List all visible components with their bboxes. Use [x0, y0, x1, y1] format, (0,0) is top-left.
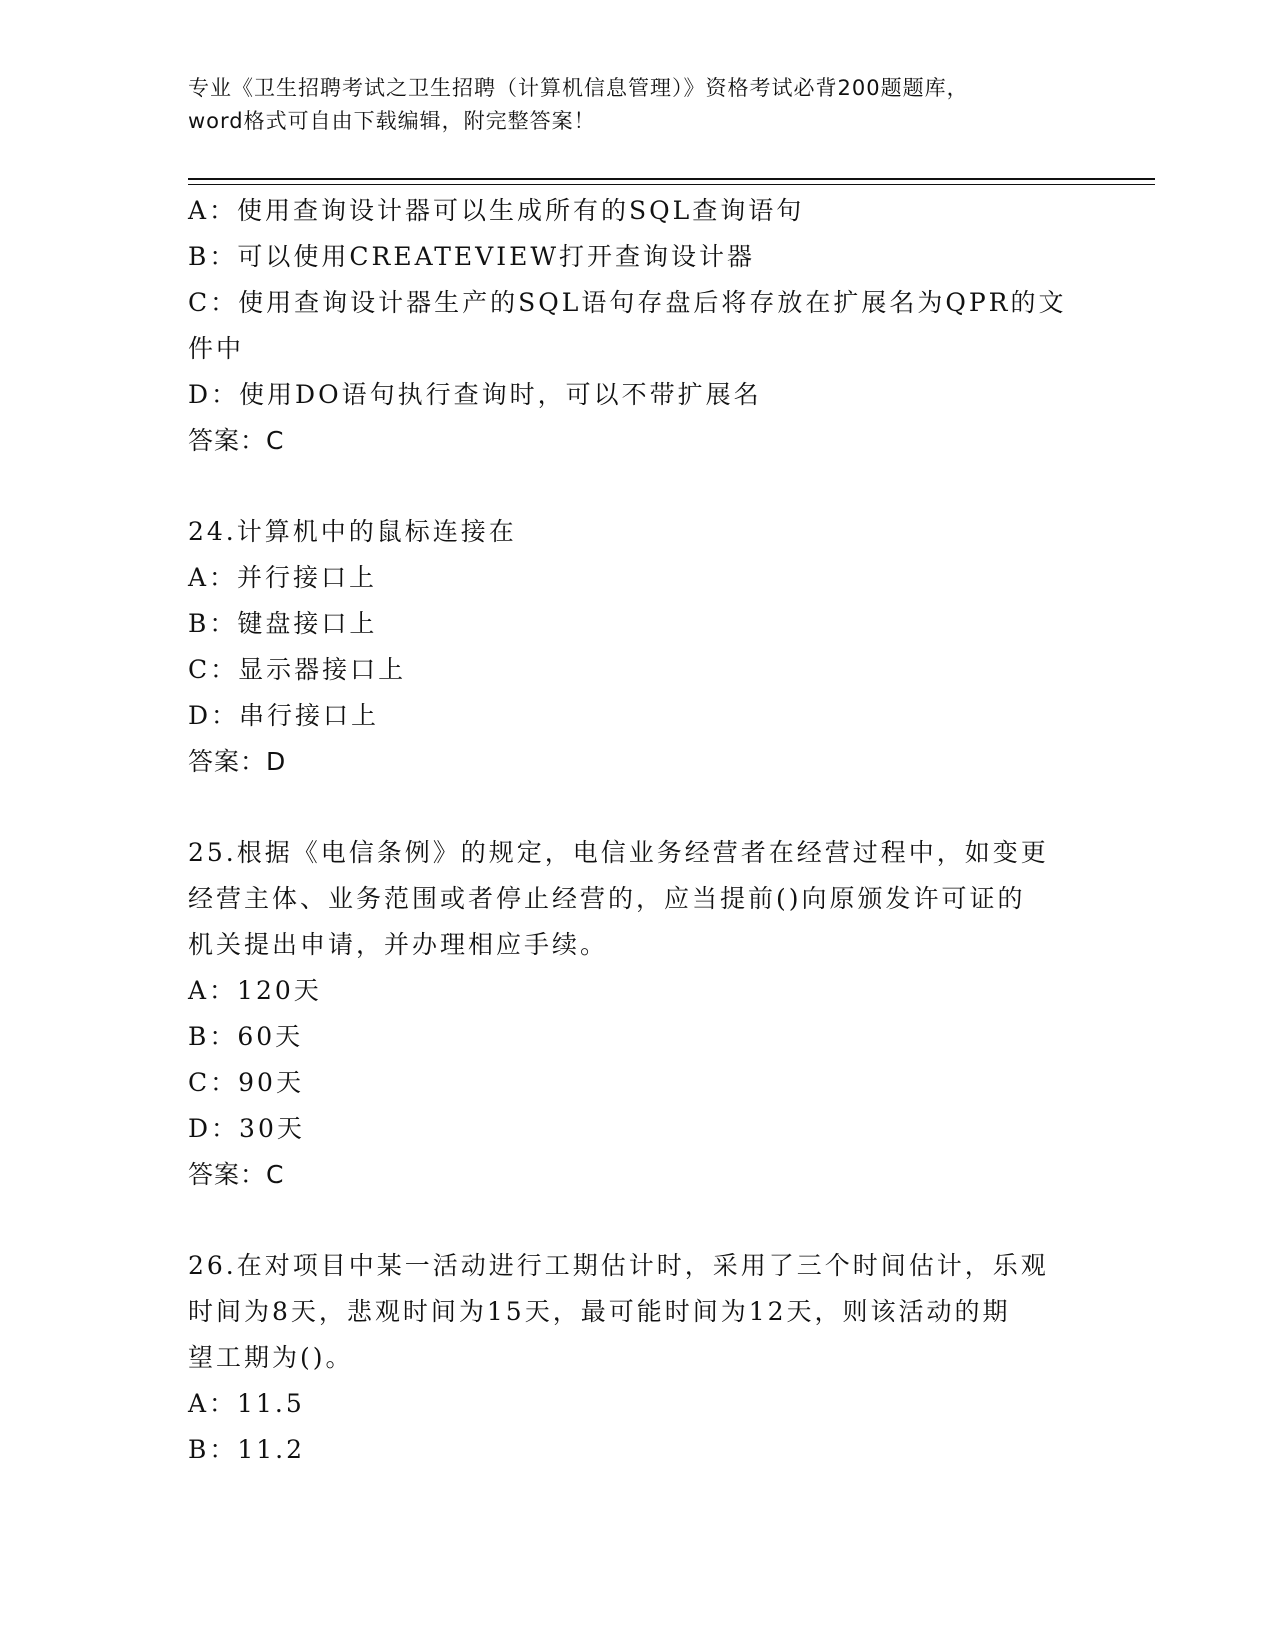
q23-option-a: A：使用查询设计器可以生成所有的SQL查询语句	[188, 196, 805, 225]
document-header	[188, 72, 1088, 138]
q25-answer: 答案：C	[188, 1160, 285, 1189]
q25-stem-line-1: 25.根据《电信条例》的规定，电信业务经营者在经营过程中，如变更	[188, 838, 1049, 867]
q26-stem-line-3: 望工期为()。	[188, 1343, 354, 1372]
q26-option-b: B：11.2	[188, 1435, 306, 1464]
q25-option-d: D：30天	[188, 1114, 305, 1143]
q26-option-a: A：11.5	[188, 1389, 305, 1418]
q25-option-b: B：60天	[188, 1022, 304, 1051]
spacer	[188, 785, 1088, 830]
q23-option-b: B：可以使用CREATEVIEW打开查询设计器	[188, 242, 756, 271]
header-divider-thin	[188, 184, 1155, 185]
q26-stem-line-1: 26.在对项目中某一活动进行工期估计时，采用了三个时间估计，乐观	[188, 1251, 1049, 1280]
question-24-block	[188, 509, 1088, 785]
q23-option-c-line-2: 件中	[188, 334, 245, 363]
spacer	[188, 464, 1088, 509]
question-26-block	[188, 1243, 1088, 1473]
question-list	[188, 188, 1088, 1473]
spacer	[188, 1198, 1088, 1243]
q23-answer: 答案：C	[188, 426, 285, 455]
q24-option-d: D：串行接口上	[188, 701, 380, 730]
q23-option-d: D：使用DO语句执行查询时，可以不带扩展名	[188, 380, 762, 409]
q25-option-a: A：120天	[188, 976, 322, 1005]
q24-option-c: C：显示器接口上	[188, 655, 407, 684]
question-23-block	[188, 188, 1088, 464]
q24-option-a: A：并行接口上	[188, 563, 378, 592]
q26-stem-line-2: 时间为8天，悲观时间为15天，最可能时间为12天，则该活动的期	[188, 1297, 1011, 1326]
q24-option-b: B：键盘接口上	[188, 609, 378, 638]
question-25-block	[188, 830, 1088, 1198]
header-line-2: word格式可自由下载编辑，附完整答案！	[188, 109, 596, 133]
q24-stem: 24.计算机中的鼠标连接在	[188, 517, 517, 546]
header-line-1: 专业《卫生招聘考试之卫生招聘（计算机信息管理）》资格考试必背200题题库，	[188, 76, 969, 100]
q25-option-c: C：90天	[188, 1068, 304, 1097]
header-divider-thick	[188, 178, 1155, 180]
q24-answer: 答案：D	[188, 747, 287, 776]
q25-stem-line-2: 经营主体、业务范围或者停止经营的，应当提前()向原颁发许可证的	[188, 884, 1026, 913]
q23-option-c-line-1: C：使用查询设计器生产的SQL语句存盘后将存放在扩展名为QPR的文	[188, 288, 1067, 317]
q25-stem-line-3: 机关提出申请，并办理相应手续。	[188, 930, 609, 959]
